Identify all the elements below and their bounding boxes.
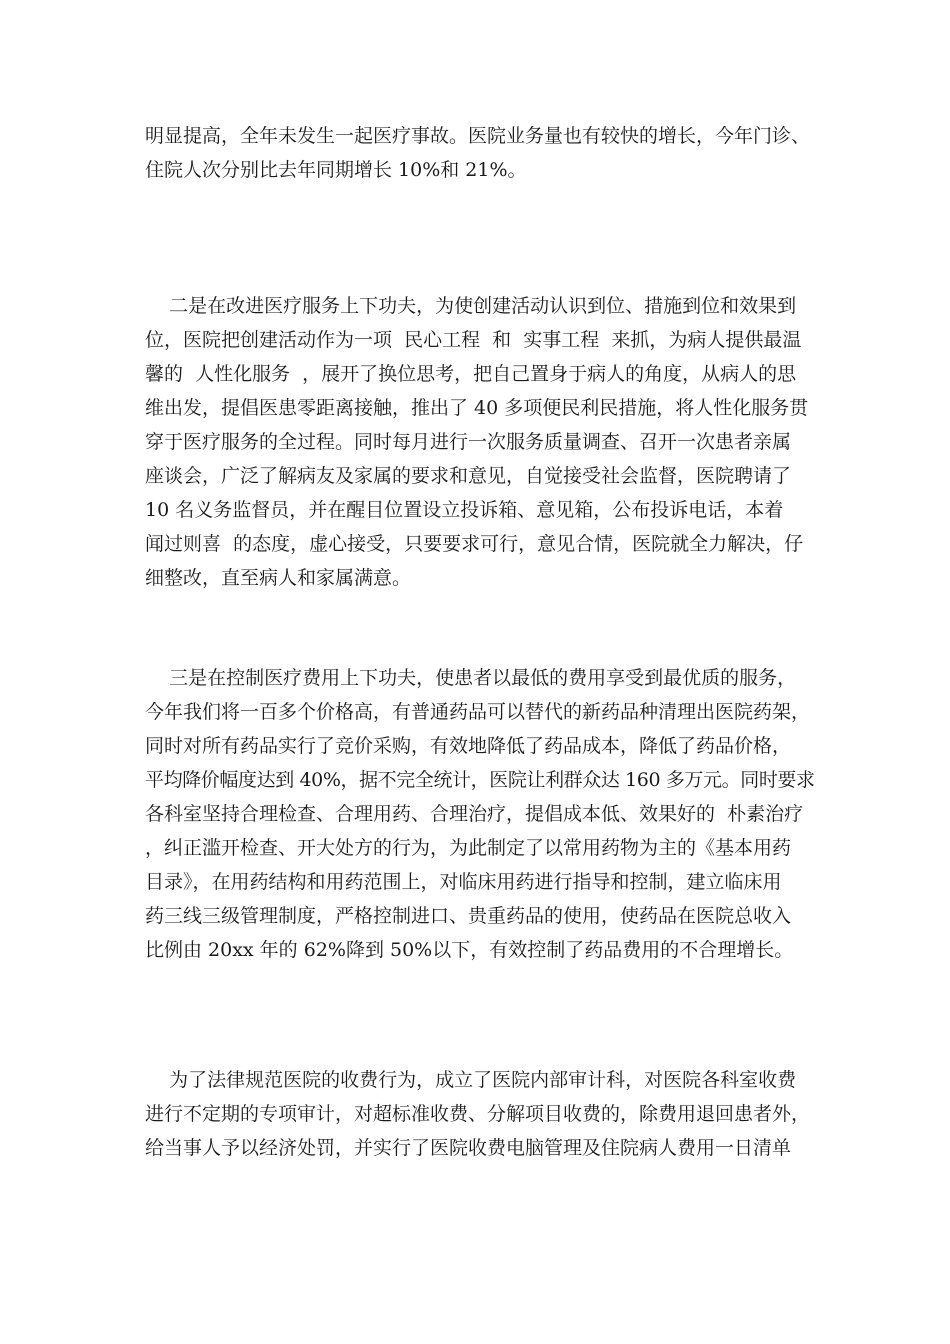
- text-line: 三是在控制医疗费用上下功夫，使患者以最低的费用享受到最优质的服务，: [145, 667, 797, 689]
- text-line: 穿于医疗服务的全过程。同时每月进行一次服务质量调查、召开一次患者亲属: [145, 431, 792, 453]
- paragraph-continuation: [145, 119, 815, 187]
- text-line: 目录》，在用药结构和用药范围上，对临床用药进行指导和控制，建立临床用: [145, 871, 782, 893]
- text-line: 细整改，直至病人和家属满意。: [145, 567, 412, 589]
- text-line: 进行不定期的专项审计，对超标准收费、分解项目收费的，除费用退回患者外，: [145, 1103, 811, 1125]
- text-line: 闻过则喜 的态度，虚心接受，只要要求可行，意见合情，医院就全力解决，仔: [145, 533, 804, 555]
- text-line: 比例由 20xx 年的 62%降到 50%以下，有效控制了药品费用的不合理增长。: [145, 939, 794, 961]
- text-line: 为了法律规范医院的收费行为，成立了医院内部审计科，对医院各科室收费: [145, 1069, 797, 1091]
- paragraph-cost-control: [145, 661, 815, 967]
- text-line: 给当事人予以经济处罚，并实行了医院收费电脑管理及住院病人费用一日清单: [145, 1137, 792, 1159]
- text-line: 维出发，提倡医患零距离接触，推出了 40 多项便民利民措施，将人性化服务贯: [145, 397, 809, 419]
- text-line: 同时对所有药品实行了竞价采购，有效地降低了药品成本，降低了药品价格，: [145, 735, 792, 757]
- text-line: 各科室坚持合理检查、合理用药、合理治疗，提倡成本低、效果好的 朴素治疗: [145, 803, 804, 825]
- text-line: 10 名义务监督员，并在醒目位置设立投诉箱、意见箱，公布投诉电话，本着: [145, 499, 784, 521]
- text-line: 座谈会，广泛了解病友及家属的要求和意见，自觉接受社会监督，医院聘请了: [145, 465, 792, 487]
- text-line: 位，医院把创建活动作为一项 民心工程 和 实事工程 来抓，为病人提供最温: [145, 329, 802, 351]
- text-line: 二是在改进医疗服务上下功夫，为使创建活动认识到位、措施到位和效果到: [145, 295, 797, 317]
- paragraph-service-improvement: [145, 289, 815, 595]
- text-line: 今年我们将一百多个价格高，有普通药品可以替代的新药品种清理出医院药架，: [145, 701, 811, 723]
- text-line: 住院人次分别比去年同期增长 10%和 21%。: [145, 159, 527, 181]
- text-line: 药三线三级管理制度，严格控制进口、贵重药品的使用，使药品在医院总收入: [145, 905, 792, 927]
- text-line: 明显提高，全年未发生一起医疗事故。医院业务量也有较快的增长，今年门诊、: [145, 125, 811, 147]
- text-line: 平均降价幅度达到 40%，据不完全统计，医院让利群众达 160 多万元。同时要求: [145, 769, 815, 791]
- text-line: ，纠正滥开检查、开大处方的行为，为此制定了以常用药物为主的《基本用药: [145, 837, 792, 859]
- paragraph-billing-audit: [145, 1063, 815, 1165]
- text-line: 馨的 人性化服务 ，展开了换位思考，把自己置身于病人的角度，从病人的思: [145, 363, 797, 385]
